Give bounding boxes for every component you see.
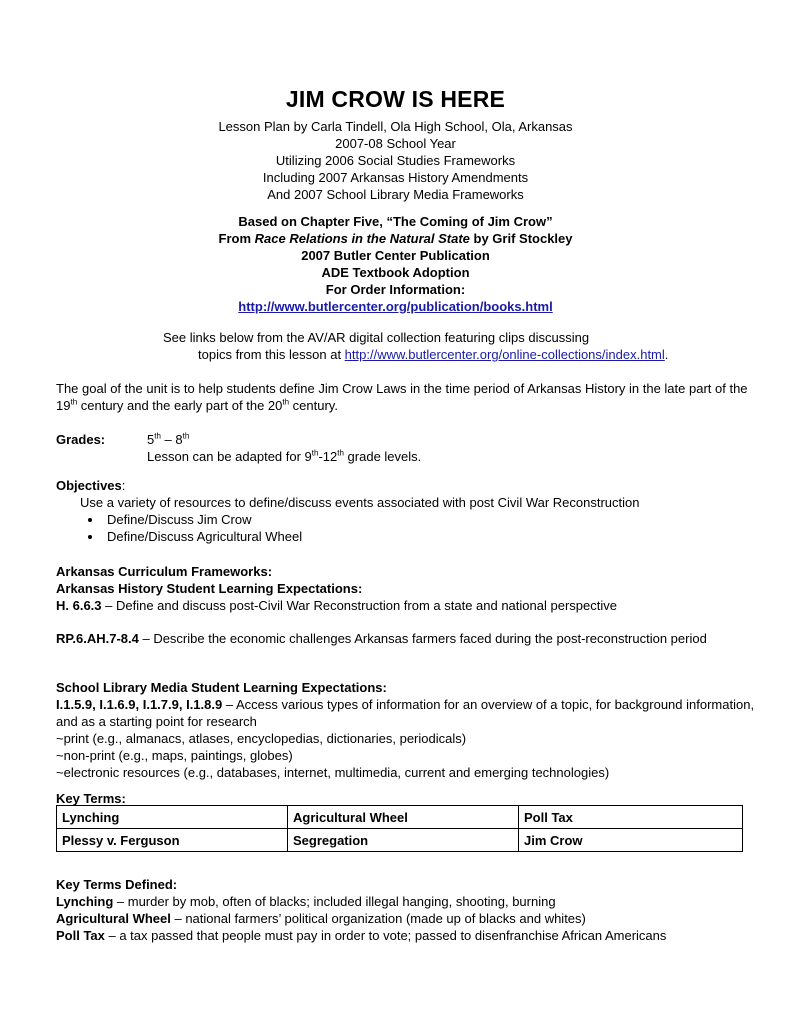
framework-rp bbox=[56, 630, 756, 647]
source-book-author: by Grif Stockley bbox=[469, 231, 573, 246]
goal-paragraph bbox=[56, 380, 756, 414]
table-cell: Jim Crow bbox=[519, 829, 743, 852]
table-cell: Poll Tax bbox=[519, 806, 743, 829]
frameworks-section bbox=[56, 563, 756, 614]
source-publisher: 2007 Butler Center Publication bbox=[301, 248, 490, 263]
library-section bbox=[56, 679, 756, 781]
collection-links-suffix: . bbox=[664, 347, 669, 362]
objective-item: • Define/Discuss Agricultural Wheel bbox=[103, 528, 756, 545]
goal-text-3: century. bbox=[289, 398, 338, 413]
header-line: Including 2007 Arkansas History Amendments bbox=[262, 170, 529, 185]
definition-text: – murder by mob, often of blacks; included illegal hanging, shooting, burning bbox=[113, 894, 556, 909]
definition-item bbox=[56, 910, 756, 927]
objectives-label: Objectives bbox=[56, 478, 122, 493]
frameworks-heading: Arkansas Curriculum Frameworks: bbox=[56, 564, 273, 579]
grades-adapt-mid: -12 bbox=[318, 449, 338, 464]
framework-code: H. 6.6.3 bbox=[56, 598, 102, 613]
definitions-section bbox=[56, 876, 756, 944]
table-cell: Plessy v. Ferguson bbox=[57, 829, 288, 852]
source-adoption: ADE Textbook Adoption bbox=[321, 265, 470, 280]
source-book-prefix: From bbox=[218, 231, 255, 246]
framework-code: RP.6.AH.7-8.4 bbox=[56, 631, 139, 646]
framework-text: – Describe the economic challenges Arkansas farmers faced during the post-reconstruction period bbox=[138, 631, 707, 646]
library-text: – Access various types of information for an overview of a topic, for background information, and as a starting point for research bbox=[56, 697, 755, 729]
header-line: 2007-08 School Year bbox=[335, 136, 456, 151]
grade-start-sup: th bbox=[154, 431, 161, 441]
definitions-label: Key Terms Defined: bbox=[56, 877, 178, 892]
grades-section bbox=[56, 431, 756, 465]
header-line: Lesson Plan by Carla Tindell, Ola High School, Ola, Arkansas bbox=[218, 119, 573, 134]
goal-text-2: century and the early part of the 20 bbox=[77, 398, 283, 413]
source-book-title: Race Relations in the Natural State bbox=[254, 231, 470, 246]
objectives-list bbox=[56, 511, 756, 545]
objective-item: • Define/Discuss Jim Crow bbox=[103, 511, 756, 528]
key-terms-label: Key Terms: bbox=[56, 791, 126, 806]
header-block bbox=[0, 118, 791, 203]
key-terms-table bbox=[56, 805, 743, 852]
grades-adapt-sup2: th bbox=[337, 448, 344, 458]
source-book-line bbox=[0, 230, 791, 247]
grade-end-sup: th bbox=[182, 431, 190, 441]
grade-start: 5 bbox=[147, 432, 155, 447]
objectives-intro: Use a variety of resources to define/discuss events associated with post Civil War Reconstruction bbox=[80, 495, 640, 510]
grades-adapt-suffix: grade levels. bbox=[343, 449, 422, 464]
order-info-label: For Order Information: bbox=[325, 282, 466, 297]
collection-links-line: See links below from the AV/AR digital collection featuring clips discussing bbox=[163, 330, 590, 345]
library-item: ~electronic resources (e.g., databases, internet, multimedia, current and emerging technologies) bbox=[56, 765, 610, 780]
definition-term: Lynching bbox=[56, 894, 114, 909]
grades-adapt-prefix: Lesson can be adapted for 9 bbox=[147, 449, 312, 464]
grade-end: – 8 bbox=[160, 432, 183, 447]
library-heading: School Library Media Student Learning Expectations: bbox=[56, 680, 387, 695]
order-link[interactable]: http://www.butlercenter.org/publication/books.html bbox=[238, 299, 553, 314]
source-chapter: Based on Chapter Five, “The Coming of Jim Crow” bbox=[238, 214, 553, 229]
library-item: ~non-print (e.g., maps, paintings, globes) bbox=[56, 748, 293, 763]
collection-links-paragraph bbox=[163, 329, 668, 363]
definition-item bbox=[56, 927, 756, 944]
table-cell: Lynching bbox=[57, 806, 288, 829]
history-sle-heading: Arkansas History Student Learning Expectations: bbox=[56, 581, 363, 596]
library-codes: I.1.5.9, I.1.6.9, I.1.7.9, I.1.8.9 bbox=[56, 697, 223, 712]
definition-item bbox=[56, 893, 756, 910]
definition-term: Agricultural Wheel bbox=[56, 911, 171, 926]
definition-term: Poll Tax bbox=[56, 928, 105, 943]
header-line: And 2007 School Library Media Frameworks bbox=[267, 187, 524, 202]
document-title: JIM CROW IS HERE bbox=[285, 86, 506, 112]
table-cell: Segregation bbox=[288, 829, 519, 852]
collection-link[interactable]: http://www.butlercenter.org/online-collections/index.html bbox=[344, 347, 665, 362]
grades-range bbox=[147, 431, 421, 448]
grades-adapt-sup1: th bbox=[311, 448, 319, 458]
goal-sup-2: th bbox=[282, 397, 290, 407]
library-item: ~print (e.g., almanacs, atlases, encyclopedias, dictionaries, periodicals) bbox=[56, 731, 467, 746]
grades-label: Grades: bbox=[56, 432, 106, 447]
goal-text-1: The goal of the unit is to help students define Jim Crow Laws in the time period of Arkansas History in the late part of the 19 bbox=[56, 381, 748, 413]
objectives-colon: : bbox=[121, 478, 126, 493]
source-block bbox=[0, 213, 791, 315]
goal-sup-1: th bbox=[70, 397, 78, 407]
header-line: Utilizing 2006 Social Studies Frameworks bbox=[275, 153, 516, 168]
table-cell: Agricultural Wheel bbox=[288, 806, 519, 829]
definition-text: – national farmers’ political organization (made up of blacks and whites) bbox=[170, 911, 586, 926]
definition-text: – a tax passed that people must pay in order to vote; passed to disenfranchise African Americans bbox=[104, 928, 667, 943]
framework-text: – Define and discuss post-Civil War Reconstruction from a state and national perspective bbox=[101, 598, 617, 613]
objectives-section bbox=[56, 477, 756, 545]
collection-links-prefix: topics from this lesson at bbox=[198, 347, 345, 362]
table-row bbox=[57, 829, 743, 852]
table-row bbox=[57, 806, 743, 829]
grades-adapt bbox=[147, 448, 421, 465]
